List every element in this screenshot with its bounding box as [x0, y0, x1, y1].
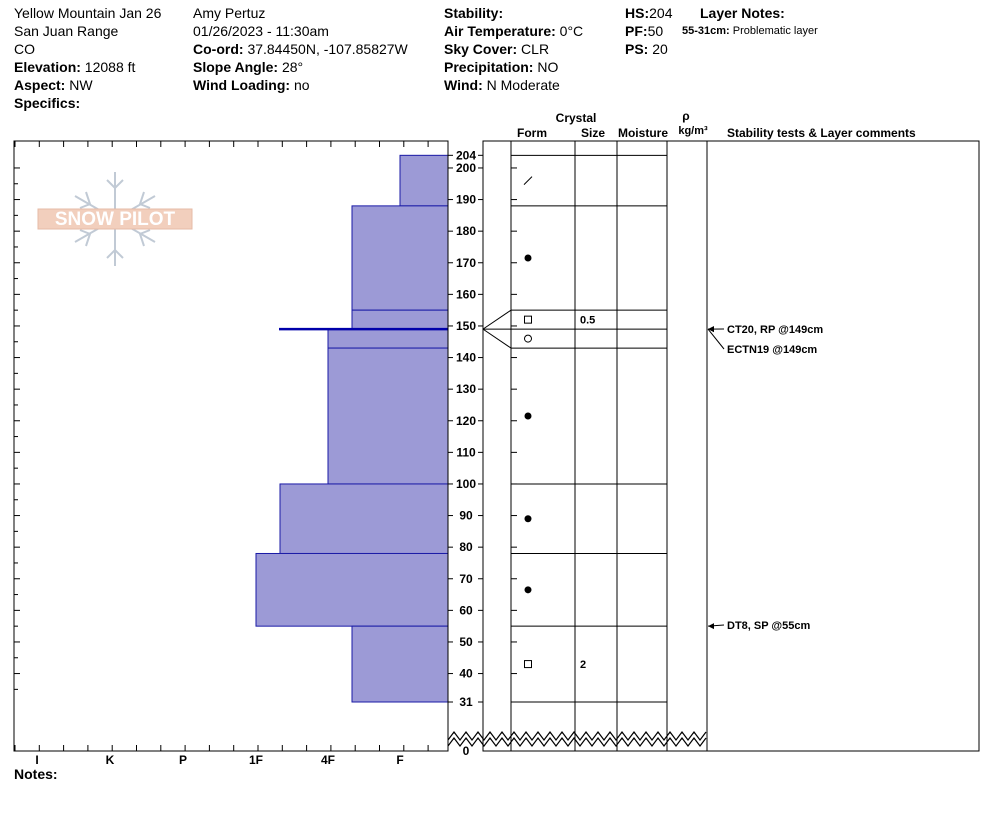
grain-rounded-icon: [525, 413, 532, 420]
height-tick-label: 50: [459, 634, 473, 649]
slope-row: Slope Angle: 28°: [193, 59, 304, 75]
coord-row: Co-ord: 37.84450N, -107.85827W: [193, 41, 408, 57]
height-tick-label: 90: [459, 508, 473, 523]
range: San Juan Range: [14, 23, 119, 39]
height-tick-label: 80: [459, 540, 473, 555]
stability-test-label: ECTN19 @149cm: [727, 344, 818, 356]
aspect: NW: [69, 77, 93, 93]
grain-decomposing-icon: [524, 177, 532, 185]
test-arrow-head: [708, 623, 714, 629]
height-tick-label: 110: [456, 445, 476, 460]
slope: 28°: [281, 59, 304, 75]
layer-bar: [400, 155, 448, 206]
hs-row: HS:204: [625, 5, 673, 21]
layer-bar: [352, 626, 448, 702]
ps: 20: [652, 41, 668, 57]
col-crystal: Crystal: [555, 111, 597, 125]
layer-bar: [280, 484, 448, 554]
height-tick-label: 150: [455, 318, 477, 333]
coord: 37.84450N, -107.85827W: [247, 41, 408, 57]
height-tick-label: 170: [455, 255, 477, 270]
stability-test-label: CT20, RP @149cm: [727, 324, 824, 336]
height-tick-label: 204: [455, 148, 477, 163]
hardness-label: F: [396, 753, 404, 767]
col-density-unit: kg/m³: [678, 125, 708, 137]
col-form: Form: [517, 126, 547, 140]
height-tick-label: 60: [459, 603, 473, 618]
height-tick-label: 140: [455, 350, 477, 365]
air-temp: 0°C: [559, 23, 584, 39]
height-tick-label: 0: [462, 744, 470, 758]
hardness-label: I: [35, 753, 39, 767]
pf: 50: [647, 23, 664, 39]
layer-bar: [328, 329, 448, 348]
wind-row: Wind: N Moderate: [444, 77, 560, 93]
height-tick-label: 190: [455, 192, 477, 207]
grain-faceted-icon: [525, 661, 532, 668]
test-arrow-head: [708, 326, 714, 332]
layer-note: 55-31cm: Problematic layer: [682, 25, 818, 37]
connector-line: [483, 310, 511, 329]
wind: N Moderate: [486, 77, 560, 93]
ps-row: PS: 20: [625, 41, 668, 57]
precip-row: Precipitation: NO: [444, 59, 559, 75]
height-tick-label: 200: [455, 160, 477, 175]
height-tick-label: 120: [455, 413, 477, 428]
profile-graphics: [14, 141, 979, 767]
height-tick-label: 100: [455, 476, 477, 491]
col-moisture: Moisture: [617, 126, 669, 140]
air-temp-row: Air Temperature: 0°C: [444, 23, 584, 39]
observer: Amy Pertuz: [193, 5, 266, 21]
height-tick-label: 180: [455, 224, 477, 239]
stability-test-label: DT8, SP @55cm: [727, 620, 811, 632]
height-tick-label: 31: [459, 695, 473, 709]
hardness-label: 4F: [320, 753, 336, 767]
col-rho: ρ: [682, 109, 690, 123]
snowpilot-logo: [38, 172, 192, 266]
datetime: 01/26/2023 - 11:30am: [193, 23, 329, 39]
hardness-label: K: [105, 753, 115, 767]
grain-hoar-icon: [525, 335, 532, 342]
layer-bar: [352, 206, 448, 310]
grain-size-label: 2: [580, 659, 587, 672]
elevation: 12088 ft: [84, 59, 136, 75]
precip: NO: [537, 59, 559, 75]
grain-rounded-icon: [525, 515, 532, 522]
height-tick-label: 70: [459, 571, 473, 586]
grain-faceted-icon: [525, 316, 532, 323]
layer-bar: [256, 553, 448, 626]
grain-rounded-icon: [525, 255, 532, 262]
connector-line: [483, 329, 511, 348]
elevation-row: Elevation: 12088 ft: [14, 59, 136, 75]
col-size: Size: [580, 126, 606, 140]
pf-row: PF:50: [625, 23, 664, 39]
specifics-row: Specifics:: [14, 95, 81, 111]
state: CO: [14, 41, 35, 57]
hardness-label: P: [178, 753, 188, 767]
layer-bar: [328, 348, 448, 484]
grain-rounded-icon: [525, 586, 532, 593]
aspect-row: Aspect: NW: [14, 77, 93, 93]
grain-size-label: 0.5: [580, 314, 596, 327]
hardness-label: 1F: [248, 753, 264, 767]
stability-row: Stability:: [444, 5, 504, 21]
table-frame: [483, 141, 979, 751]
layer-notes-title: Layer Notes:: [700, 5, 785, 21]
test-arrow-line: [708, 329, 724, 349]
col-stability-comments: Stability tests & Layer comments: [727, 126, 916, 140]
sky: CLR: [521, 41, 550, 57]
wind-loading: no: [293, 77, 310, 93]
wind-loading-row: Wind Loading: no: [193, 77, 310, 93]
logo-text: SNOW PILOT: [54, 209, 176, 230]
hs: 204: [649, 5, 673, 21]
notes-row: Notes:: [14, 766, 58, 782]
height-tick-label: 40: [459, 666, 473, 681]
height-tick-label: 130: [455, 382, 477, 397]
sky-row: Sky Cover: CLR: [444, 41, 550, 57]
layer-bar: [352, 310, 448, 329]
location: Yellow Mountain Jan 26: [14, 5, 162, 21]
height-tick-label: 160: [455, 287, 477, 302]
